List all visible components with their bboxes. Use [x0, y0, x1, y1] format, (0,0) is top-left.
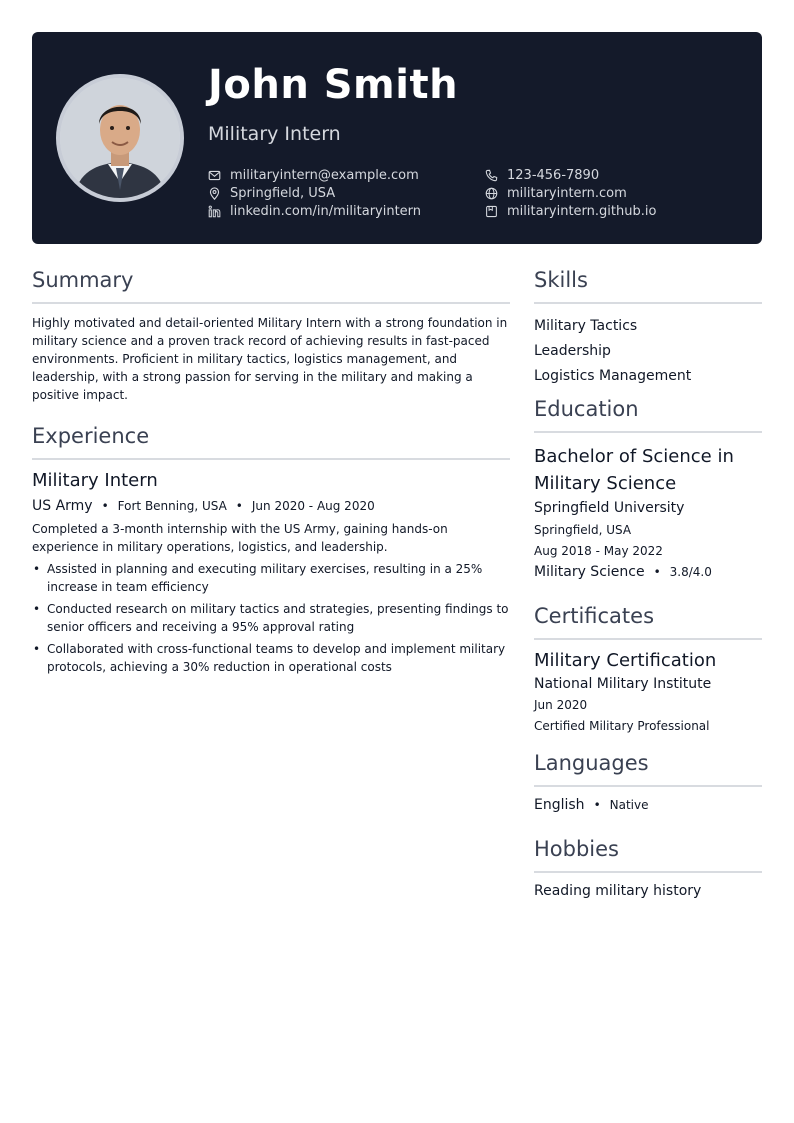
contact-email-text: militaryintern@example.com [230, 167, 419, 183]
bullet-dot: • [33, 642, 41, 656]
contact-linkedin[interactable] [208, 202, 421, 220]
contact-list [208, 166, 748, 226]
education-field-line [534, 564, 762, 580]
education-degree: Bachelor of Science in Military Science [534, 446, 734, 494]
hobby-item: Reading military history [534, 883, 702, 899]
languages-heading: Languages [534, 751, 762, 787]
achievement-text: Assisted in planning and executing military exercises, resulting in a 25% increase in team efficiency [47, 562, 483, 594]
contact-location-text: Springfield, USA [230, 185, 336, 201]
phone-icon [485, 169, 498, 182]
job-description: Completed a 3-month internship with the US Army, gaining hands-on experience in military operations, logistics, and leadership. [32, 522, 448, 554]
contact-github[interactable] [485, 202, 656, 220]
hobbies-heading: Hobbies [534, 837, 762, 873]
contact-website[interactable] [485, 184, 627, 202]
profile-photo [56, 74, 184, 202]
achievement-item [32, 600, 510, 636]
separator-dot: • [593, 798, 601, 812]
achievement-item [32, 560, 510, 596]
job-title: Military Intern [32, 470, 158, 491]
separator-dot: • [235, 499, 243, 513]
language-level: Native [609, 798, 649, 812]
certificate-summary: Certified Military Professional [534, 719, 710, 733]
certificate-name: Military Certification [534, 650, 717, 671]
linkedin-icon [208, 205, 221, 218]
job-location: Fort Benning, USA [117, 499, 227, 513]
contact-location [208, 184, 335, 202]
experience-heading: Experience [32, 424, 510, 460]
candidate-name: John Smith [208, 62, 459, 108]
certificate-date: Jun 2020 [534, 698, 588, 712]
summary-heading: Summary [32, 268, 510, 304]
resume-header [32, 32, 762, 244]
contact-email[interactable] [208, 166, 419, 184]
job-dates: Jun 2020 - Aug 2020 [251, 499, 375, 513]
job-company: US Army [32, 498, 93, 514]
skill-item: Military Tactics [534, 318, 638, 334]
github-icon [485, 205, 498, 218]
education-location: Springfield, USA [534, 523, 632, 537]
achievement-item [32, 640, 510, 676]
bullet-dot: • [33, 562, 41, 576]
separator-dot: • [653, 565, 661, 579]
education-heading: Education [534, 397, 762, 433]
map-pin-icon [208, 187, 221, 200]
globe-icon [485, 187, 498, 200]
contact-linkedin-text: linkedin.com/in/militaryintern [230, 203, 422, 219]
education-gpa: 3.8/4.0 [669, 565, 712, 579]
hobbies-section [534, 837, 762, 899]
contact-phone[interactable] [485, 166, 599, 184]
sidebar-column [534, 268, 762, 899]
language-name: English [534, 797, 585, 813]
separator-dot: • [101, 499, 109, 513]
mail-icon [208, 169, 221, 182]
certificate-issuer: National Military Institute [534, 676, 712, 692]
job-entry [32, 470, 510, 676]
summary-text: Highly motivated and detail-oriented Military Intern with a strong foundation in military science and a proven track record of achieving results in fast-paced environments. Proficient in military tactics, logistics management, and leadership, with a strong passion for serving in the military and making a positive impact. [32, 316, 508, 402]
candidate-role: Military Intern [208, 123, 341, 145]
education-dates: Aug 2018 - May 2022 [534, 544, 663, 558]
skill-item: Logistics Management [534, 368, 692, 384]
certificates-section [534, 604, 762, 733]
education-field: Military Science [534, 564, 645, 580]
job-meta [32, 498, 510, 514]
achievement-text: Conducted research on military tactics and strategies, presenting findings to senior officers and receiving a 95% approval rating [47, 602, 509, 634]
job-achievements [32, 560, 510, 676]
education-section [534, 397, 762, 580]
achievement-text: Collaborated with cross-functional teams to develop and implement military protocols, achieving a 30% reduction in operational costs [47, 642, 506, 674]
skill-item: Leadership [534, 343, 611, 359]
skills-heading: Skills [534, 268, 762, 304]
contact-github-text: militaryintern.github.io [507, 203, 657, 219]
main-column [32, 268, 510, 680]
certificates-heading: Certificates [534, 604, 762, 640]
profile-photo-image [60, 78, 180, 198]
languages-section [534, 751, 762, 813]
skills-section [534, 268, 762, 389]
contact-website-text: militaryintern.com [507, 185, 627, 201]
summary-section [32, 268, 510, 404]
experience-section [32, 424, 510, 676]
bullet-dot: • [33, 602, 41, 616]
contact-phone-text: 123-456-7890 [507, 167, 600, 183]
education-school: Springfield University [534, 500, 685, 516]
language-item [534, 797, 762, 813]
